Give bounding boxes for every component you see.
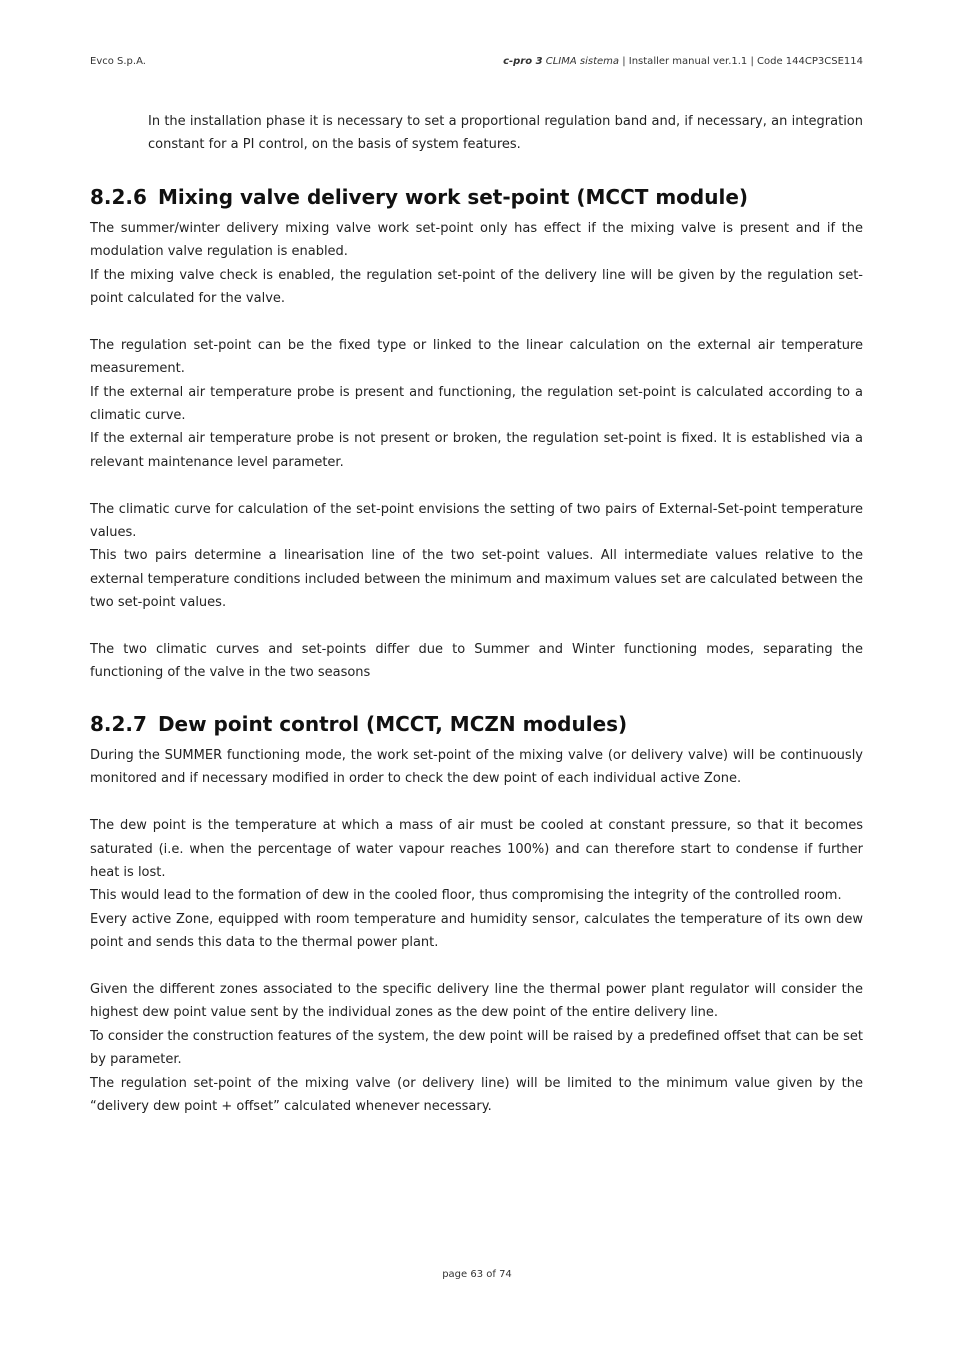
header-manual-info: | Installer manual ver.1.1 | Code 144CP3CSE114	[622, 56, 863, 67]
paragraph: During the SUMMER functioning mode, the work set-point of the mixing valve (or delivery valve) will be continuously monitored and if necessary modified in order to check the dew point of each individual active Zone.	[90, 747, 863, 787]
paragraph: This would lead to the formation of dew in the cooled floor, thus compromising the integrity of the controlled room.	[90, 888, 842, 904]
paragraph: Every active Zone, equipped with room temperature and humidity sensor, calculates the temperature of its own dew point and sends this data to the thermal power plant.	[90, 911, 863, 951]
paragraph-spacer	[90, 474, 863, 497]
paragraph: The summer/winter delivery mixing valve work set-point only has effect if the mixing valve is present and if the modulation valve regulation is enabled.	[90, 220, 863, 260]
header-document-info	[503, 56, 863, 67]
paragraph: Given the different zones associated to the specific delivery line the thermal power plant regulator will consider the highest dew point value sent by the individual zones as the dew point of the entire delivery line.	[90, 981, 863, 1021]
intro-paragraph: In the installation phase it is necessary to set a proportional regulation band and, if necessary, an integration constant for a PI control, on the basis of system features.	[148, 114, 863, 153]
paragraph: If the mixing valve check is enabled, the regulation set-point of the delivery line will be given by the regulation set-point calculated for the valve.	[90, 267, 863, 307]
paragraph: To consider the construction features of the system, the dew point will be raised by a predefined offset that can be set by parameter.	[90, 1028, 863, 1068]
page-number: page 63 of 74	[442, 1269, 512, 1280]
page-content	[90, 110, 863, 1118]
paragraph: The two climatic curves and set-points differ due to Summer and Winter functioning modes, separating the functioning of the valve in the two seasons	[90, 642, 863, 681]
section-title: Dew point control (MCCT, MCZN modules)	[157, 711, 628, 736]
paragraph: The regulation set-point can be the fixed type or linked to the linear calculation on the external air temperature measurement.	[90, 337, 863, 377]
paragraph: If the external air temperature probe is not present or broken, the regulation set-point is fixed. It is established via a relevant maintenance level parameter.	[90, 431, 863, 470]
paragraph-spacer	[90, 955, 863, 978]
paragraph: The climatic curve for calculation of the set-point envisions the setting of two pairs of External-Set-point temperature values.	[90, 501, 863, 541]
section-heading-8-2-7	[90, 711, 863, 737]
section-number: 8.2.6	[90, 184, 147, 209]
paragraph: The dew point is the temperature at which a mass of air must be cooled at constant pressure, so that it becomes saturated (i.e. when the percentage of water vapour reaches 100%) and can therefore start to condense if further heat is lost.	[90, 818, 863, 880]
section-heading-8-2-6	[90, 184, 863, 210]
paragraph: If the external air temperature probe is present and functioning, the regulation set-point is calculated according to a climatic curve.	[90, 384, 863, 424]
header-product-name: c-pro 3	[503, 56, 543, 67]
section-title: Mixing valve delivery work set-point (MCCT module)	[157, 184, 749, 209]
paragraph-spacer	[90, 615, 863, 638]
section-number: 8.2.7	[90, 711, 147, 736]
header-product-variant: CLIMA sistema	[545, 56, 620, 67]
header-company: Evco S.p.A.	[90, 56, 146, 67]
paragraph: This two pairs determine a linearisation line of the two set-point values. All intermediate values relative to the external temperature conditions included between the minimum and maximum values set are calculated between the two set-point values.	[90, 548, 863, 611]
paragraph-spacer	[90, 791, 863, 814]
paragraph: The regulation set-point of the mixing valve (or delivery line) will be limited to the minimum value given by the “delivery dew point + offset” calculated whenever necessary.	[90, 1075, 863, 1114]
paragraph-spacer	[90, 310, 863, 333]
